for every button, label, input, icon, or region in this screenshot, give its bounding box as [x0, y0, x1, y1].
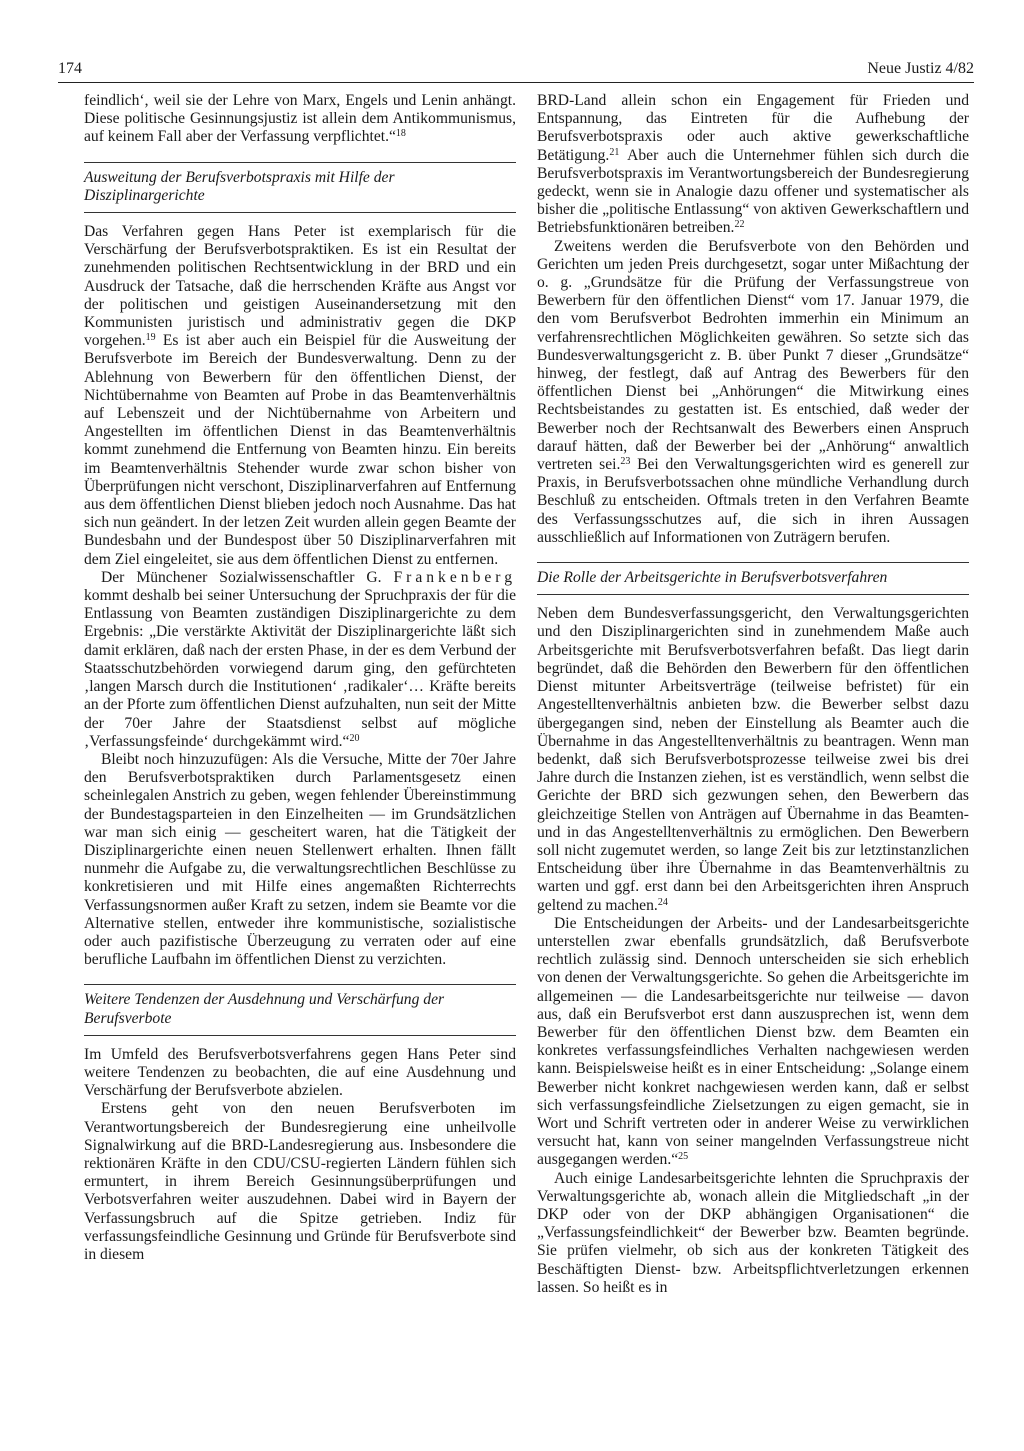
- paragraph: feindlich‘, weil sie der Lehre von Marx, Engels und Lenin anhängt. Diese politische Gesinnungsjustiz ist allein dem Antikommunismus, auf keinem Fall aber der Verfassung verpflichtet.“$^{18}$: [84, 92, 516, 146]
- footnote-ref: 24: [657, 896, 668, 908]
- section-heading: Weitere Tendenzen der Ausdehnung und Verschärfung der Berufsverbote: [84, 984, 516, 1035]
- footnote-ref: 19: [145, 332, 156, 344]
- footnote-ref: 21: [609, 146, 620, 158]
- footnote-ref: 23: [620, 456, 631, 468]
- right-column: [537, 92, 969, 1297]
- paragraph: Auch einige Landesarbeitsgerichte lehnten die Spruchpraxis der Verwaltungsgerichte ab, wonach allein die Mitgliedschaft „in der DKP oder von der DKP abhängigen Organisationen“ die „Verfassungsfeindlichkeit“ der Bewerber bzw. Beamten begründe. Sie prüfen vielmehr, ob sich aus der konkreten Tätigkeit des Beschäftigten Dienst- bzw. Arbeitspflichtverletzungen erkennen lassen. So heißt es in: [537, 1169, 969, 1296]
- paragraph: Erstens geht von den neuen Berufsverboten im Verantwortungsbereich der Bundesregierung eine unheilvolle Signalwirkung auf die BRD-Landesregierung aus. Insbesondere die rektionären Kräfte in den CDU/CSU-regierten Ländern fühlen sich ermuntert, in ihrem Bereich Gesinnungsüberprüfungen und Verbotsverfahren weiter auszudehnen. Dabei wird in Bayern der Verfassungsbruch auf die Spitze getrieben. Indiz für verfassungsfeindliche Gesinnung und Gründe für Berufsverbote sind in diesem: [84, 1100, 516, 1263]
- section-heading: Die Rolle der Arbeitsgerichte in Berufsverbotsverfahren: [537, 562, 969, 595]
- section-heading: Ausweitung der Berufsverbotspraxis mit Hilfe der Disziplinargerichte: [84, 162, 516, 213]
- author-name: Frankenberg: [393, 568, 516, 586]
- journal-issue: Neue Justiz 4/82: [867, 60, 974, 77]
- paragraph: Das Verfahren gegen Hans Peter ist exemplarisch für die Verschärfung der Berufsverbotspraktiken. Es ist ein Resultat der zunehmenden politischen Rechtsentwicklung in der BRD und ein Ausdruck der Tatsache, daß die herrschenden Kräfte aus Angst vor der politischen und geistigen Auseinandersetzung mit den Kommunisten juristisch und administrativ gegen die DKP vorgehen.$^{19}$ Es ist aber auch ein Beispiel für die Ausweitung der Berufsverbote im Bereich der Bundesverwaltung. Denn zu der Ablehnung von Bewerbern für den öffentlichen Dienst, der Nichtübernahme von Beamten auf Probe in das Beamtenverhältnis auf Lebenszeit und der Nichtübernahme von Arbeitern und Angestellten im öffentlichen Dienst in das Beamtenverhältnis kommt zunehmend die Entfernung von Beamten hinzu. Ein bereits im Beamtenverhältnis Stehender wurde zwar schon bisher von Überprüfungen nicht verschont, Disziplinarverfahren auf Entfernung aus dem öffentlichen Dienst blieben jedoch noch Ausnahme. Das hat sich nun geändert. In der letzen Zeit wurden allein gegen Beamte der Bundesbahn und der Bundespost über 50 Disziplinarverfahren mit dem Ziel eingeleitet, sie aus dem öffentlichen Dienst zu entfernen.: [84, 223, 516, 568]
- paragraph: Die Entscheidungen der Arbeits- und der Landesarbeitsgerichte unterstellen zwar ebenfalls grundsätzlich, daß Berufsverbote rechtlich zulässig sind. Dennoch unterscheiden sie sich erheblich von denen der Verwaltungsgerichte. So gehen die Arbeitsgerichte im allgemeinen — die Landesarbeitsgerichte nur teilweise — davon aus, daß ein Berufsverbot erst dann auszusprechen ist, wenn dem Bewerber für den öffentlichen Dienst bzw. dem Beamten ein konkretes verfassungsfeindliches Verhalten nachgewiesen werden kann. Beispielsweise heißt es in einer Entscheidung: „Solange einem Bewerber nicht konkret nachgewiesen werden kann, daß er selbst sich verfassungsfeindliche Zielsetzungen zu eigen gemacht, sie in Wort und Schrift vertreten oder in anderer Weise zu verwirklichen versucht hat, kann von seiner mangelnden Verfassungstreue nicht ausgegangen werden.“$^{25}$: [537, 914, 969, 1169]
- left-column: [84, 92, 516, 1264]
- footnote-ref: 20: [349, 732, 360, 744]
- paragraph: Bleibt noch hinzuzufügen: Als die Versuche, Mitte der 70er Jahre den Berufsverbotspraktiken durch Parlamentsgesetz einen scheinlegalen Anstrich zu geben, wegen fehlender Übereinstimmung der Bundestagsparteien in den Einzelheiten — im Grundsätzlichen war man sich einig — gescheitert waren, hat die Tätigkeit der Disziplinargerichte einen neuen Stellenwert erhalten. Ihnen fällt nunmehr die Aufgabe zu, die verwaltungsrechtlichen Beschlüsse zu konkretisieren und mit Hilfe eines angemaßten Richterrechts Verfassungsnormen außer Kraft zu setzen, indem sie Beamte vor die Alternative stellen, entweder ihre kommunistische, sozialistische oder auch pazifistische Überzeugung zu verraten oder auf eine berufliche Laufbahn im öffentlichen Dienst zu verzichten.: [84, 750, 516, 969]
- paragraph: Der Münchener Sozialwissenschaftler G. Frankenberg kommt deshalb bei seiner Untersuchung der Spruchpraxis der für die Entlassung von Beamten zuständigen Disziplinargerichte zu dem Ergebnis: „Die verstärkte Aktivität der Disziplinargerichte läßt sich damit erklären, daß nach der ersten Phase, in der es dem Verbund der Staatsschutzbehörden vorwiegend darum ging, den gefürchteten ‚langen Marsch durch die Institutionen‘ ‚radikaler‘… Kräfte bereits an der Pforte zum öffentlichen Dienst aufzuhalten, nun seit der Mitte der 70er Jahre der Staatsdienst selbst auf mögliche ‚Verfassungsfeinde‘ durchgekämmt wird.“$^{20}$: [84, 568, 516, 750]
- paragraph: BRD-Land allein schon ein Engagement für Frieden und Entspannung, das Eintreten für die Aufhebung der Berufsverbotspraxis oder auch aktive gewerkschaftliche Betätigung.$^{21}$ Aber auch die Unternehmer fühlen sich durch die Berufsverbotspraxis im Verantwortungsbereich der Bundesregierung gedeckt, wenn sie in Analogie dazu offener und systematischer als bisher die „politische Entlassung“ von aktiven Gewerkschaftlern und Betriebsfunktionären betreiben.$^{22}$: [537, 92, 969, 237]
- footnote-ref: 25: [678, 1151, 689, 1163]
- footnote-ref: 18: [395, 128, 406, 140]
- footnote-ref: 22: [734, 219, 745, 231]
- paragraph: Im Umfeld des Berufsverbotsverfahrens gegen Hans Peter sind weitere Tendenzen zu beobachten, die auf eine Ausdehnung und Verschärfung der Berufsverbote abzielen.: [84, 1045, 516, 1100]
- paragraph: Neben dem Bundesverfassungsgericht, den Verwaltungsgerichten und den Disziplinargerichten sind in zunehmendem Maße auch Arbeitsgerichte mit Berufsverbotsverfahren befaßt. Das liegt darin begründet, daß die Behörden den Bewerbern für den öffentlichen Dienst mitunter Arbeitsverträge (teilweise befristet) für ein Angestelltenverhältnis anbieten bzw. die Bewerber selbst dazu übergegangen sind, neben der Einstellung als Beamter auch die Übernahme in das Angestelltenverhältnis zu beantragen. Wenn man bedenkt, daß sich Berufsverbotsprozesse teilweise zwei bis drei Jahre durch die Instanzen ziehen, ist es verständlich, wenn selbst die Gerichte der BRD sich gezwungen sehen, den Bewerbern das gleichzeitige Stellen von Anträgen auf Übernahme in das Beamten- und in das Angestelltenverhältnis zu ermöglichen. Den Bewerbern soll nicht zugemutet werden, so lange Zeit bis zur letztinstanzlichen Entscheidung über ihre Übernahme in das Beamtenverhältnis zu warten und ggf. erst dann bei den Arbeitsgerichten ihren Anspruch geltend zu machen.$^{24}$: [537, 605, 969, 914]
- page-header: [58, 60, 974, 83]
- paragraph: Zweitens werden die Berufsverbote von den Behörden und Gerichten um jeden Preis durchgesetzt, sogar unter Mißachtung der o. g. „Grundsätze für die Prüfung der Verfassungstreue von Bewerbern für den öffentlichen Dienst“ vom 17. Januar 1979, die den vom Berufsverbot Bedrohten immerhin ein Minimum an verfahrensrechtlichen Möglichkeiten gewähren. So setzte sich das Bundesverwaltungsgericht z. B. über Punkt 7 dieser „Grundsätze“ hinweg, der festlegt, daß auf Antrag des Bewerbers für den öffentlichen Dienst bei „Anhörungen“ die Mitwirkung eines Rechtsbeistandes zu gestatten ist. Es entschied, daß weder der Bewerber noch der Rechtsanwalt des Bewerbers einen Anspruch darauf hätten, daß der Bewerber bei der „Anhörung“ anwaltlich vertreten sei.$^{23}$ Bei den Verwaltungsgerichten wird es generell zur Praxis, in Berufsverbotssachen ohne mündliche Verhandlung durch Beschluß zu entscheiden. Oftmals treten in den Verfahren Beamte des Verfassungsschutzes auf, die sich in ihren Aussagen ausschließlich auf Informationen von Zuträgern berufen.: [537, 237, 969, 546]
- page-number: 174: [58, 60, 82, 77]
